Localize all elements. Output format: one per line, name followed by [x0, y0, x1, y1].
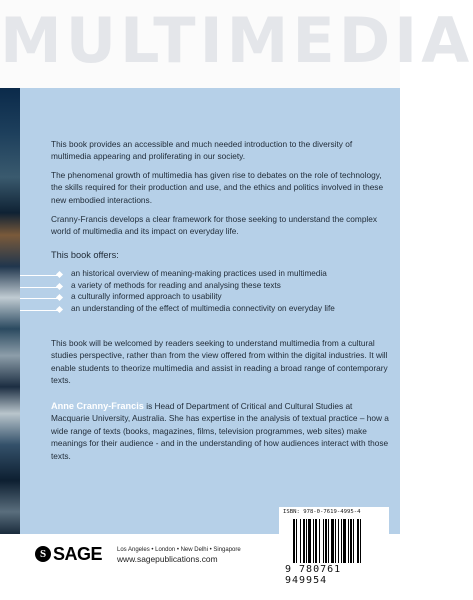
sage-logo-icon: S — [35, 546, 51, 562]
cover-title: MULTIMEDIA — [0, 4, 473, 77]
publisher-website: www.sagepublications.com — [117, 554, 218, 564]
diamond-bullet-icon — [56, 271, 63, 278]
closing-paragraph: This book will be welcomed by readers seeking to understand multimedia from a cultural studies perspective, rather than from the view offered from within the digital industries. It will enable students to theorize multimedia and assist in reading a broad range of contemporary texts. — [51, 338, 388, 386]
author-name: Anne Cranny-Francis — [51, 401, 144, 411]
diamond-bullet-icon — [56, 282, 63, 289]
list-item: a culturally informed approach to usability — [20, 291, 400, 303]
diamond-bullet-icon — [56, 305, 63, 312]
intro-paragraph: This book provides an accessible and much needed introduction to the diversity of multimedia appearing and proliferating in our society. — [51, 139, 353, 162]
list-item: an historical overview of meaning-making practices used in multimedia — [20, 268, 400, 280]
barcode-box — [279, 507, 389, 586]
barcode-icon — [293, 519, 379, 563]
cover-header — [0, 0, 473, 88]
publisher-cities: Los Angeles • London • New Delhi • Singapore — [117, 547, 241, 553]
author-paragraph — [51, 400, 389, 462]
barcode-number: 9 780761 949954 — [285, 564, 342, 586]
list-item: a variety of methods for reading and analysing these texts — [20, 280, 400, 292]
offers-heading: This book offers: — [51, 250, 119, 260]
diamond-bullet-icon — [56, 294, 63, 301]
offers-list — [20, 268, 400, 314]
framework-paragraph: Cranny-Francis develops a clear framework for those seeking to understand the complex world of multimedia and its impact on everyday life. — [51, 214, 378, 237]
growth-paragraph: The phenomenal growth of multimedia has given rise to debates on the role of technology, the skills required for their production and use, and the ethics and politics involved in these new embodied interactions. — [51, 170, 384, 205]
isbn-label: ISBN: 978-0-7619-4995-4 — [283, 509, 361, 515]
sage-wordmark: SAGE — [53, 543, 103, 564]
list-item: an understanding of the effect of multimedia connectivity on everyday life — [20, 303, 400, 315]
cover-image-strip — [0, 88, 20, 534]
author-bio: is Head of Department of Critical and Cultural Studies at Macquarie University, Australia. She has expertise in the analysis of textual practice – how a wide range of texts (books, magazines, films, television programmes, web sites) make meanings for their audience - and in the understanding of how audiences interact with those texts. — [51, 401, 389, 461]
sage-logo — [35, 544, 102, 564]
